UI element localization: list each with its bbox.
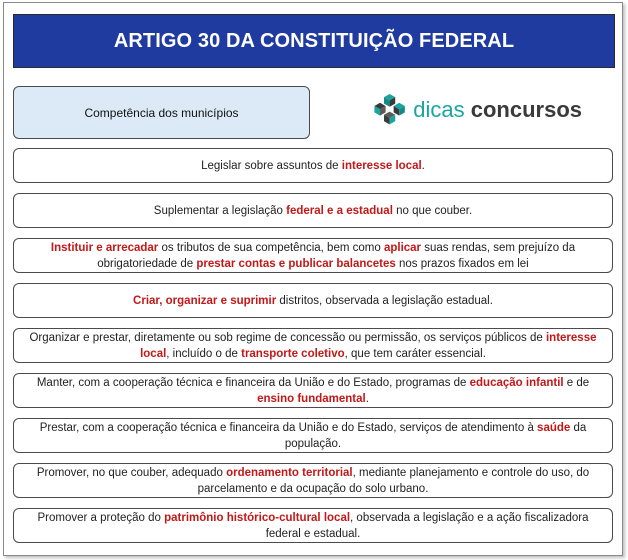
competence-item-7	[13, 418, 613, 453]
item-text: Prestar, com a cooperação técnica e financeira da União e do Estado, serviços de atendimento à saúde da população.	[39, 421, 587, 450]
item-text: Organizar e prestar, diretamente ou sob regime de concessão ou permissão, os serviços públicos de interesse local, incluído o de transporte coletivo, que tem caráter essencial.	[29, 331, 597, 360]
competence-item-6	[13, 373, 613, 408]
item-text: Legislar sobre assuntos de interesse local.	[201, 159, 425, 172]
logo-wordmark	[413, 99, 582, 121]
competence-item-9	[13, 508, 613, 543]
logo-word-concursos: concursos	[470, 97, 582, 122]
item-text: Manter, com a cooperação técnica e financeira da União e do Estado, programas de educação infantil e de ensino fundamental.	[36, 376, 590, 405]
cube-cluster-icon	[372, 88, 407, 132]
competence-item-5	[13, 328, 613, 363]
competence-item-1	[13, 148, 613, 183]
subtitle-text: Competência dos municípios	[84, 105, 239, 120]
item-text: Promover, no que couber, adequado ordenamento territorial, mediante planejamento e controle do uso, do parcelamento e da ocupação do solo urbano.	[36, 466, 590, 495]
item-text: Suplementar a legislação federal e a estadual no que couber.	[153, 204, 473, 217]
subtitle-box	[13, 86, 310, 139]
competence-item-8	[13, 463, 613, 498]
brand-logo	[372, 88, 582, 132]
page-title: ARTIGO 30 DA CONSTITUIÇÃO FEDERAL	[13, 14, 615, 68]
item-text: Promover a proteção do patrimônio histórico-cultural local, observada a legislação e a ação fiscalizadora federal e estadual.	[37, 511, 589, 540]
competence-item-2	[13, 193, 613, 228]
logo-word-dicas: dicas	[413, 97, 465, 122]
item-text: Instituir e arrecadar os tributos de sua competência, bem como aplicar suas rendas, sem prejuízo da obrigatoriedade de prestar contas e publicar balancetes nos prazos fixados em lei	[50, 241, 576, 270]
competence-item-3	[13, 238, 613, 273]
competence-item-4	[13, 283, 613, 318]
item-text: Criar, organizar e suprimir distritos, observada a legislação estadual.	[133, 294, 493, 307]
